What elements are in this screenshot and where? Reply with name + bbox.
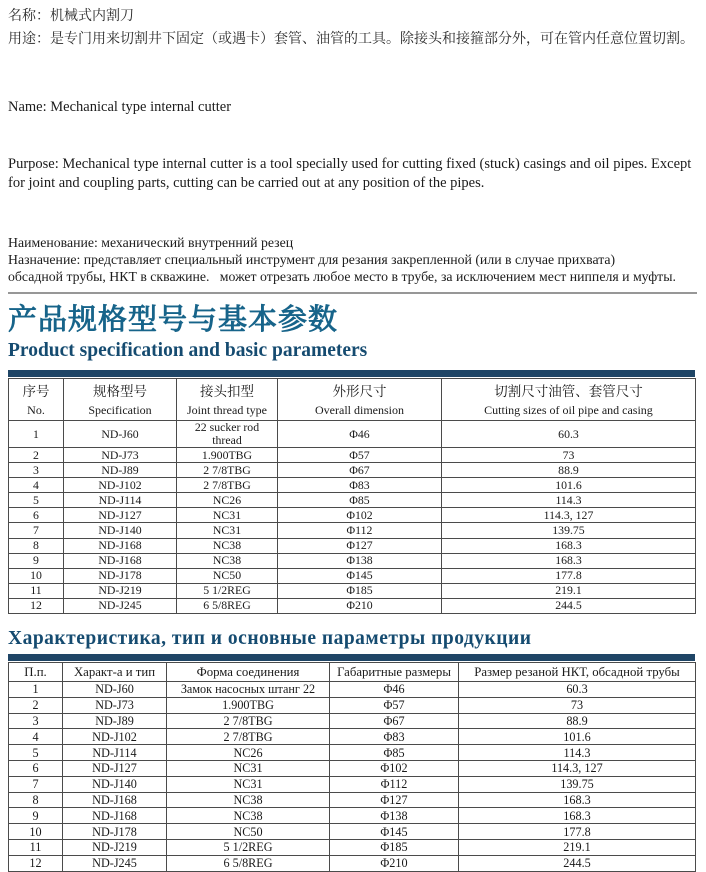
table-cell: NC50 (177, 568, 278, 583)
table-cell: ND-J114 (64, 493, 177, 508)
table-cell: ND-J219 (63, 840, 167, 856)
table-cell: 4 (9, 729, 63, 745)
table-cell: 5 (9, 745, 63, 761)
horizontal-divider (8, 292, 697, 294)
table-cell: 6 (9, 508, 64, 523)
table-cell: 244.5 (459, 855, 696, 871)
table-cell: 8 (9, 792, 63, 808)
table-cell: ND-J102 (63, 729, 167, 745)
table-cell: 114.3 (459, 745, 696, 761)
spec-table-cn-en (8, 378, 696, 614)
table-cell: 4 (9, 478, 64, 493)
column-header-cutting-sizes: 切割尺寸油管、套管尺寸 Cutting sizes of oil pipe and casing (442, 379, 696, 421)
table-row (9, 682, 696, 698)
table-cell: NC38 (177, 553, 278, 568)
product-purpose-en: Purpose: Mechanical type internal cutter is a tool specially used for cutting fixed (stuck) casings and oil pipes. Except for joint and coupling parts, cutting can be carried out at any position of the pipes. (8, 156, 695, 191)
table-cell: Φ67 (278, 463, 442, 478)
table-cell: ND-J73 (63, 697, 167, 713)
column-header-overall-dimension: 外形尺寸 Overall dimension (278, 379, 442, 421)
table-cell: Φ127 (330, 792, 459, 808)
table-cell: 73 (459, 697, 696, 713)
table-cell: ND-J89 (64, 463, 177, 478)
table-row (9, 598, 696, 613)
table-row (9, 421, 696, 448)
table-cell: NC38 (167, 808, 330, 824)
table-cell: 11 (9, 840, 63, 856)
table-cell: 2 (9, 697, 63, 713)
table-cell: NC26 (167, 745, 330, 761)
table-row (9, 553, 696, 568)
table-row (9, 463, 696, 478)
column-header-pp: П.п. (9, 663, 63, 682)
table-cell: Φ185 (330, 840, 459, 856)
product-purpose-ru-line1: Назначение: представляет специальный инструмент для резания закрепленной (или в случае прихвата) (8, 252, 616, 267)
table-cell: Φ127 (278, 538, 442, 553)
table-cell: ND-J60 (64, 421, 177, 448)
table-cell: Φ112 (330, 776, 459, 792)
table-cell: 6 5/8REG (167, 855, 330, 871)
table-cell: 168.3 (459, 808, 696, 824)
table-cell: ND-J60 (63, 682, 167, 698)
table-cell: 12 (9, 598, 64, 613)
table2-header-row (9, 663, 696, 682)
table-cell: Φ138 (330, 808, 459, 824)
column-header-connection-form: Форма соединения (167, 663, 330, 682)
table-row (9, 792, 696, 808)
table-cell: ND-J73 (64, 448, 177, 463)
table-cell: 114.3 (442, 493, 696, 508)
table-cell: 3 (9, 463, 64, 478)
column-header-cut-pipe-size: Размер резаной НКТ, обсадной трубы (459, 663, 696, 682)
table-cell: Φ83 (330, 729, 459, 745)
table-cell: 22 sucker rod thread (177, 421, 278, 448)
table-cell: 1 (9, 421, 64, 448)
table1-accent-bar (8, 370, 695, 377)
table-row (9, 761, 696, 777)
table-cell: 6 (9, 761, 63, 777)
table-cell: Φ57 (278, 448, 442, 463)
table-cell: Φ102 (278, 508, 442, 523)
table-row (9, 855, 696, 871)
spec-table-ru (8, 662, 696, 872)
table-cell: Φ185 (278, 583, 442, 598)
table-cell: ND-J178 (64, 568, 177, 583)
table-cell: 2 7/8TBG (177, 478, 278, 493)
table-row (9, 776, 696, 792)
table-cell: Φ112 (278, 523, 442, 538)
table-cell: 88.9 (442, 463, 696, 478)
table-cell: 244.5 (442, 598, 696, 613)
table-cell: Замок насосных штанг 22 (167, 682, 330, 698)
table-cell: 219.1 (442, 583, 696, 598)
table-cell: Φ210 (278, 598, 442, 613)
table-cell: 60.3 (459, 682, 696, 698)
table-cell: 101.6 (442, 478, 696, 493)
table-cell: 88.9 (459, 713, 696, 729)
table-cell: 1.900TBG (167, 697, 330, 713)
column-header-overall-sizes: Габаритные размеры (330, 663, 459, 682)
table-cell: NC26 (177, 493, 278, 508)
table-cell: Φ145 (278, 568, 442, 583)
table-cell: Φ102 (330, 761, 459, 777)
table-cell: ND-J168 (63, 792, 167, 808)
column-header-type: Характ-а и тип (63, 663, 167, 682)
table1-header-row (9, 379, 696, 421)
table2-accent-bar (8, 654, 695, 661)
table-cell: 177.8 (442, 568, 696, 583)
product-name-zh: 名称：机械式内割刀 (8, 7, 134, 23)
table-row (9, 697, 696, 713)
table-cell: ND-J168 (64, 538, 177, 553)
table-cell: 11 (9, 583, 64, 598)
table-cell: 9 (9, 553, 64, 568)
table-row (9, 448, 696, 463)
table-cell: NC50 (167, 824, 330, 840)
product-purpose-zh: 用途：是专门用来切割井下固定（或遇卡）套管、油管的工具。除接头和接箍部分外，可在管内任意位置切割。 (8, 30, 694, 46)
table1-body (9, 421, 696, 614)
table-row (9, 538, 696, 553)
table-cell: ND-J245 (64, 598, 177, 613)
table-row (9, 840, 696, 856)
table-cell: 114.3, 127 (459, 761, 696, 777)
table-cell: 177.8 (459, 824, 696, 840)
table-cell: ND-J168 (63, 808, 167, 824)
table-cell: Φ145 (330, 824, 459, 840)
table-cell: 168.3 (459, 792, 696, 808)
table-row (9, 478, 696, 493)
table-cell: 139.75 (459, 776, 696, 792)
table-cell: 73 (442, 448, 696, 463)
table-cell: 114.3, 127 (442, 508, 696, 523)
table-cell: 219.1 (459, 840, 696, 856)
table-row (9, 568, 696, 583)
table-cell: 2 7/8TBG (177, 463, 278, 478)
section-title-en: Product specification and basic parameters (8, 340, 368, 361)
table1-header (9, 379, 696, 421)
table-cell: Φ85 (278, 493, 442, 508)
table-cell: NC38 (177, 538, 278, 553)
table-cell: 9 (9, 808, 63, 824)
table-cell: 1 (9, 682, 63, 698)
table-row (9, 824, 696, 840)
table-cell: 2 7/8TBG (167, 713, 330, 729)
table-cell: 2 7/8TBG (167, 729, 330, 745)
table-cell: 168.3 (442, 553, 696, 568)
table-row (9, 583, 696, 598)
table-cell: NC31 (167, 776, 330, 792)
section-title-zh: 产品规格型号与基本参数 (8, 304, 339, 336)
column-header-joint-thread-type: 接头扣型 Joint thread type (177, 379, 278, 421)
table-cell: ND-J140 (64, 523, 177, 538)
table-cell: 5 1/2REG (167, 840, 330, 856)
table-cell: 139.75 (442, 523, 696, 538)
table-cell: ND-J168 (64, 553, 177, 568)
table-cell: ND-J89 (63, 713, 167, 729)
table-cell: NC31 (177, 523, 278, 538)
table-cell: 6 5/8REG (177, 598, 278, 613)
table-cell: ND-J245 (63, 855, 167, 871)
table-cell: Φ67 (330, 713, 459, 729)
table-cell: ND-J127 (63, 761, 167, 777)
intro-russian (8, 234, 697, 285)
table-cell: 60.3 (442, 421, 696, 448)
column-header-specification: 规格型号 Specification (64, 379, 177, 421)
table-cell: 8 (9, 538, 64, 553)
table-cell: ND-J219 (64, 583, 177, 598)
table-cell: 2 (9, 448, 64, 463)
table2-body (9, 682, 696, 872)
table-cell: Φ57 (330, 697, 459, 713)
table-cell: Φ85 (330, 745, 459, 761)
table-cell: 10 (9, 824, 63, 840)
table-row (9, 729, 696, 745)
table-cell: NC31 (167, 761, 330, 777)
product-name-ru: Наименование: механический внутренний резец (8, 235, 294, 250)
intro-english (8, 60, 697, 231)
table-cell: ND-J127 (64, 508, 177, 523)
table-cell: 12 (9, 855, 63, 871)
table-cell: 7 (9, 776, 63, 792)
product-purpose-ru-line2: обсадной трубы, НКТ в скважине. может отрезать любое место в трубе, за исключением мест ниппеля и муфты. (8, 269, 676, 284)
table2-header (9, 663, 696, 682)
table-cell: NC31 (177, 508, 278, 523)
table-cell: 101.6 (459, 729, 696, 745)
table-cell: 3 (9, 713, 63, 729)
table-cell: 5 (9, 493, 64, 508)
table-cell: Φ138 (278, 553, 442, 568)
table-cell: ND-J140 (63, 776, 167, 792)
product-name-en: Name: Mechanical type internal cutter (8, 99, 232, 115)
table-cell: 10 (9, 568, 64, 583)
table-cell: NC38 (167, 792, 330, 808)
table-cell: Φ46 (278, 421, 442, 448)
table-cell: 168.3 (442, 538, 696, 553)
table-cell: Φ83 (278, 478, 442, 493)
table-cell: Φ210 (330, 855, 459, 871)
table-row (9, 745, 696, 761)
table-row (9, 523, 696, 538)
table-cell: ND-J114 (63, 745, 167, 761)
table-cell: 7 (9, 523, 64, 538)
table-cell: ND-J178 (63, 824, 167, 840)
table-cell: 5 1/2REG (177, 583, 278, 598)
table-cell: Φ46 (330, 682, 459, 698)
column-header-no: 序号 No. (9, 379, 64, 421)
table-cell: 1.900TBG (177, 448, 278, 463)
table-cell: ND-J102 (64, 478, 177, 493)
table-row (9, 493, 696, 508)
table-row (9, 508, 696, 523)
table-row (9, 713, 696, 729)
table-row (9, 808, 696, 824)
section-title-ru: Характеристика, тип и основные параметры продукции (8, 628, 532, 650)
